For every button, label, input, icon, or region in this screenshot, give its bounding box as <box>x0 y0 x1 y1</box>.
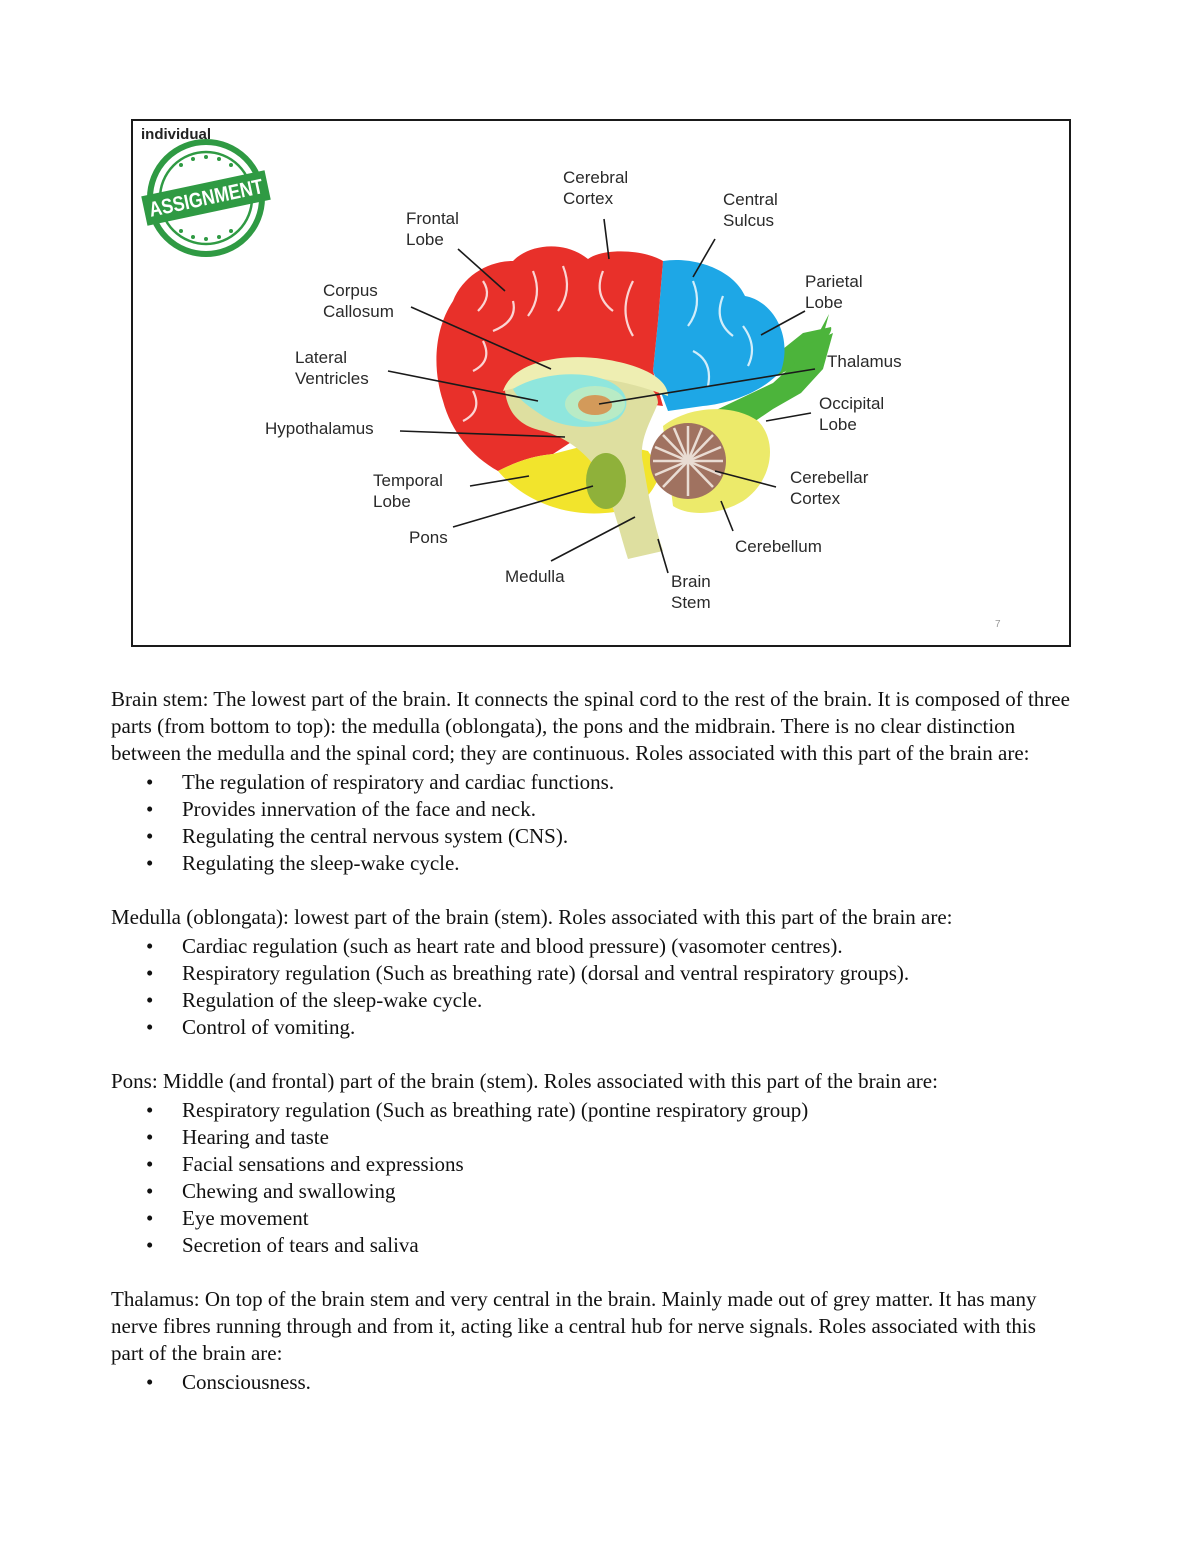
list-item: • Regulating the sleep-wake cycle. <box>111 850 1071 877</box>
label-lateral-ventricles: Lateral Ventricles <box>295 348 369 388</box>
section-medulla <box>111 904 1071 1041</box>
section-pons <box>111 1068 1071 1259</box>
list-item: • The regulation of respiratory and cardiac functions. <box>111 769 1071 796</box>
label-pons: Pons <box>409 528 448 547</box>
bullet-list <box>111 933 1071 1041</box>
label-temporal-lobe: Temporal Lobe <box>373 471 443 511</box>
list-item: • Secretion of tears and saliva <box>111 1232 1071 1259</box>
brain-diagram-figure <box>131 119 1071 647</box>
label-parietal-lobe: Parietal Lobe <box>805 272 863 312</box>
list-item: • Eye movement <box>111 1205 1071 1232</box>
brain-diagram <box>133 121 1069 645</box>
list-item: • Chewing and swallowing <box>111 1178 1071 1205</box>
document-body <box>111 686 1071 1423</box>
thalamus-core <box>578 395 612 415</box>
list-item: • Consciousness. <box>111 1369 1071 1396</box>
label-cerebellum: Cerebellum <box>735 537 822 556</box>
label-cerebral-cortex: Cerebral Cortex <box>563 168 629 208</box>
section-intro: Medulla (oblongata): lowest part of the brain (stem). Roles associated with this part of the brain are: <box>111 905 953 929</box>
list-item: • Regulation of the sleep-wake cycle. <box>111 987 1071 1014</box>
section-brain-stem <box>111 686 1071 877</box>
bullet-list <box>111 1369 1071 1396</box>
bullet-list <box>111 769 1071 877</box>
list-item: • Hearing and taste <box>111 1124 1071 1151</box>
list-item: • Respiratory regulation (Such as breathing rate) (pontine respiratory group) <box>111 1097 1071 1124</box>
list-item: • Facial sensations and expressions <box>111 1151 1071 1178</box>
section-intro: Pons: Middle (and frontal) part of the brain (stem). Roles associated with this part of the brain are: <box>111 1069 938 1093</box>
label-hypothalamus: Hypothalamus <box>265 419 374 438</box>
bullet-list <box>111 1097 1071 1259</box>
list-item: • Respiratory regulation (Such as breathing rate) (dorsal and ventral respiratory groups). <box>111 960 1071 987</box>
label-corpus-callosum: Corpus Callosum <box>323 281 394 321</box>
section-intro: Thalamus: On top of the brain stem and very central in the brain. Mainly made out of grey matter. It has many nerve fibres running through and from it, acting like a central hub for nerve signals. Roles associated with this part of the brain are: <box>111 1287 1037 1365</box>
list-item: • Provides innervation of the face and neck. <box>111 796 1071 823</box>
label-frontal-lobe: Frontal Lobe <box>406 209 459 249</box>
list-item: • Control of vomiting. <box>111 1014 1071 1041</box>
label-thalamus: Thalamus <box>827 352 902 371</box>
slide-page-number: 7 <box>995 619 1001 630</box>
pons-region <box>586 453 626 509</box>
label-brain-stem: Brain Stem <box>671 572 711 612</box>
section-intro: Brain stem: The lowest part of the brain. It connects the spinal cord to the rest of the brain. It is composed of three parts (from bottom to top): the medulla (oblongata), the pons and the midbrain. There is no clear distinction between the medulla and the spinal cord; they are continuous. Roles associated with this part of the brain are: <box>111 687 1070 765</box>
label-central-sulcus: Central Sulcus <box>723 190 778 230</box>
label-cerebellar-cortex: Cerebellar Cortex <box>790 468 869 508</box>
brain-illustration <box>436 246 833 559</box>
label-medulla: Medulla <box>505 567 565 586</box>
svg-text:ASSIGNMENT: ASSIGNMENT <box>146 170 289 222</box>
list-item: • Cardiac regulation (such as heart rate and blood pressure) (vasomoter centres). <box>111 933 1071 960</box>
list-item: • Regulating the central nervous system (CNS). <box>111 823 1071 850</box>
assignment-stamp-logo <box>141 142 289 254</box>
individual-tag: individual <box>141 126 212 143</box>
label-occipital-lobe: Occipital Lobe <box>819 394 885 434</box>
section-thalamus <box>111 1286 1071 1396</box>
